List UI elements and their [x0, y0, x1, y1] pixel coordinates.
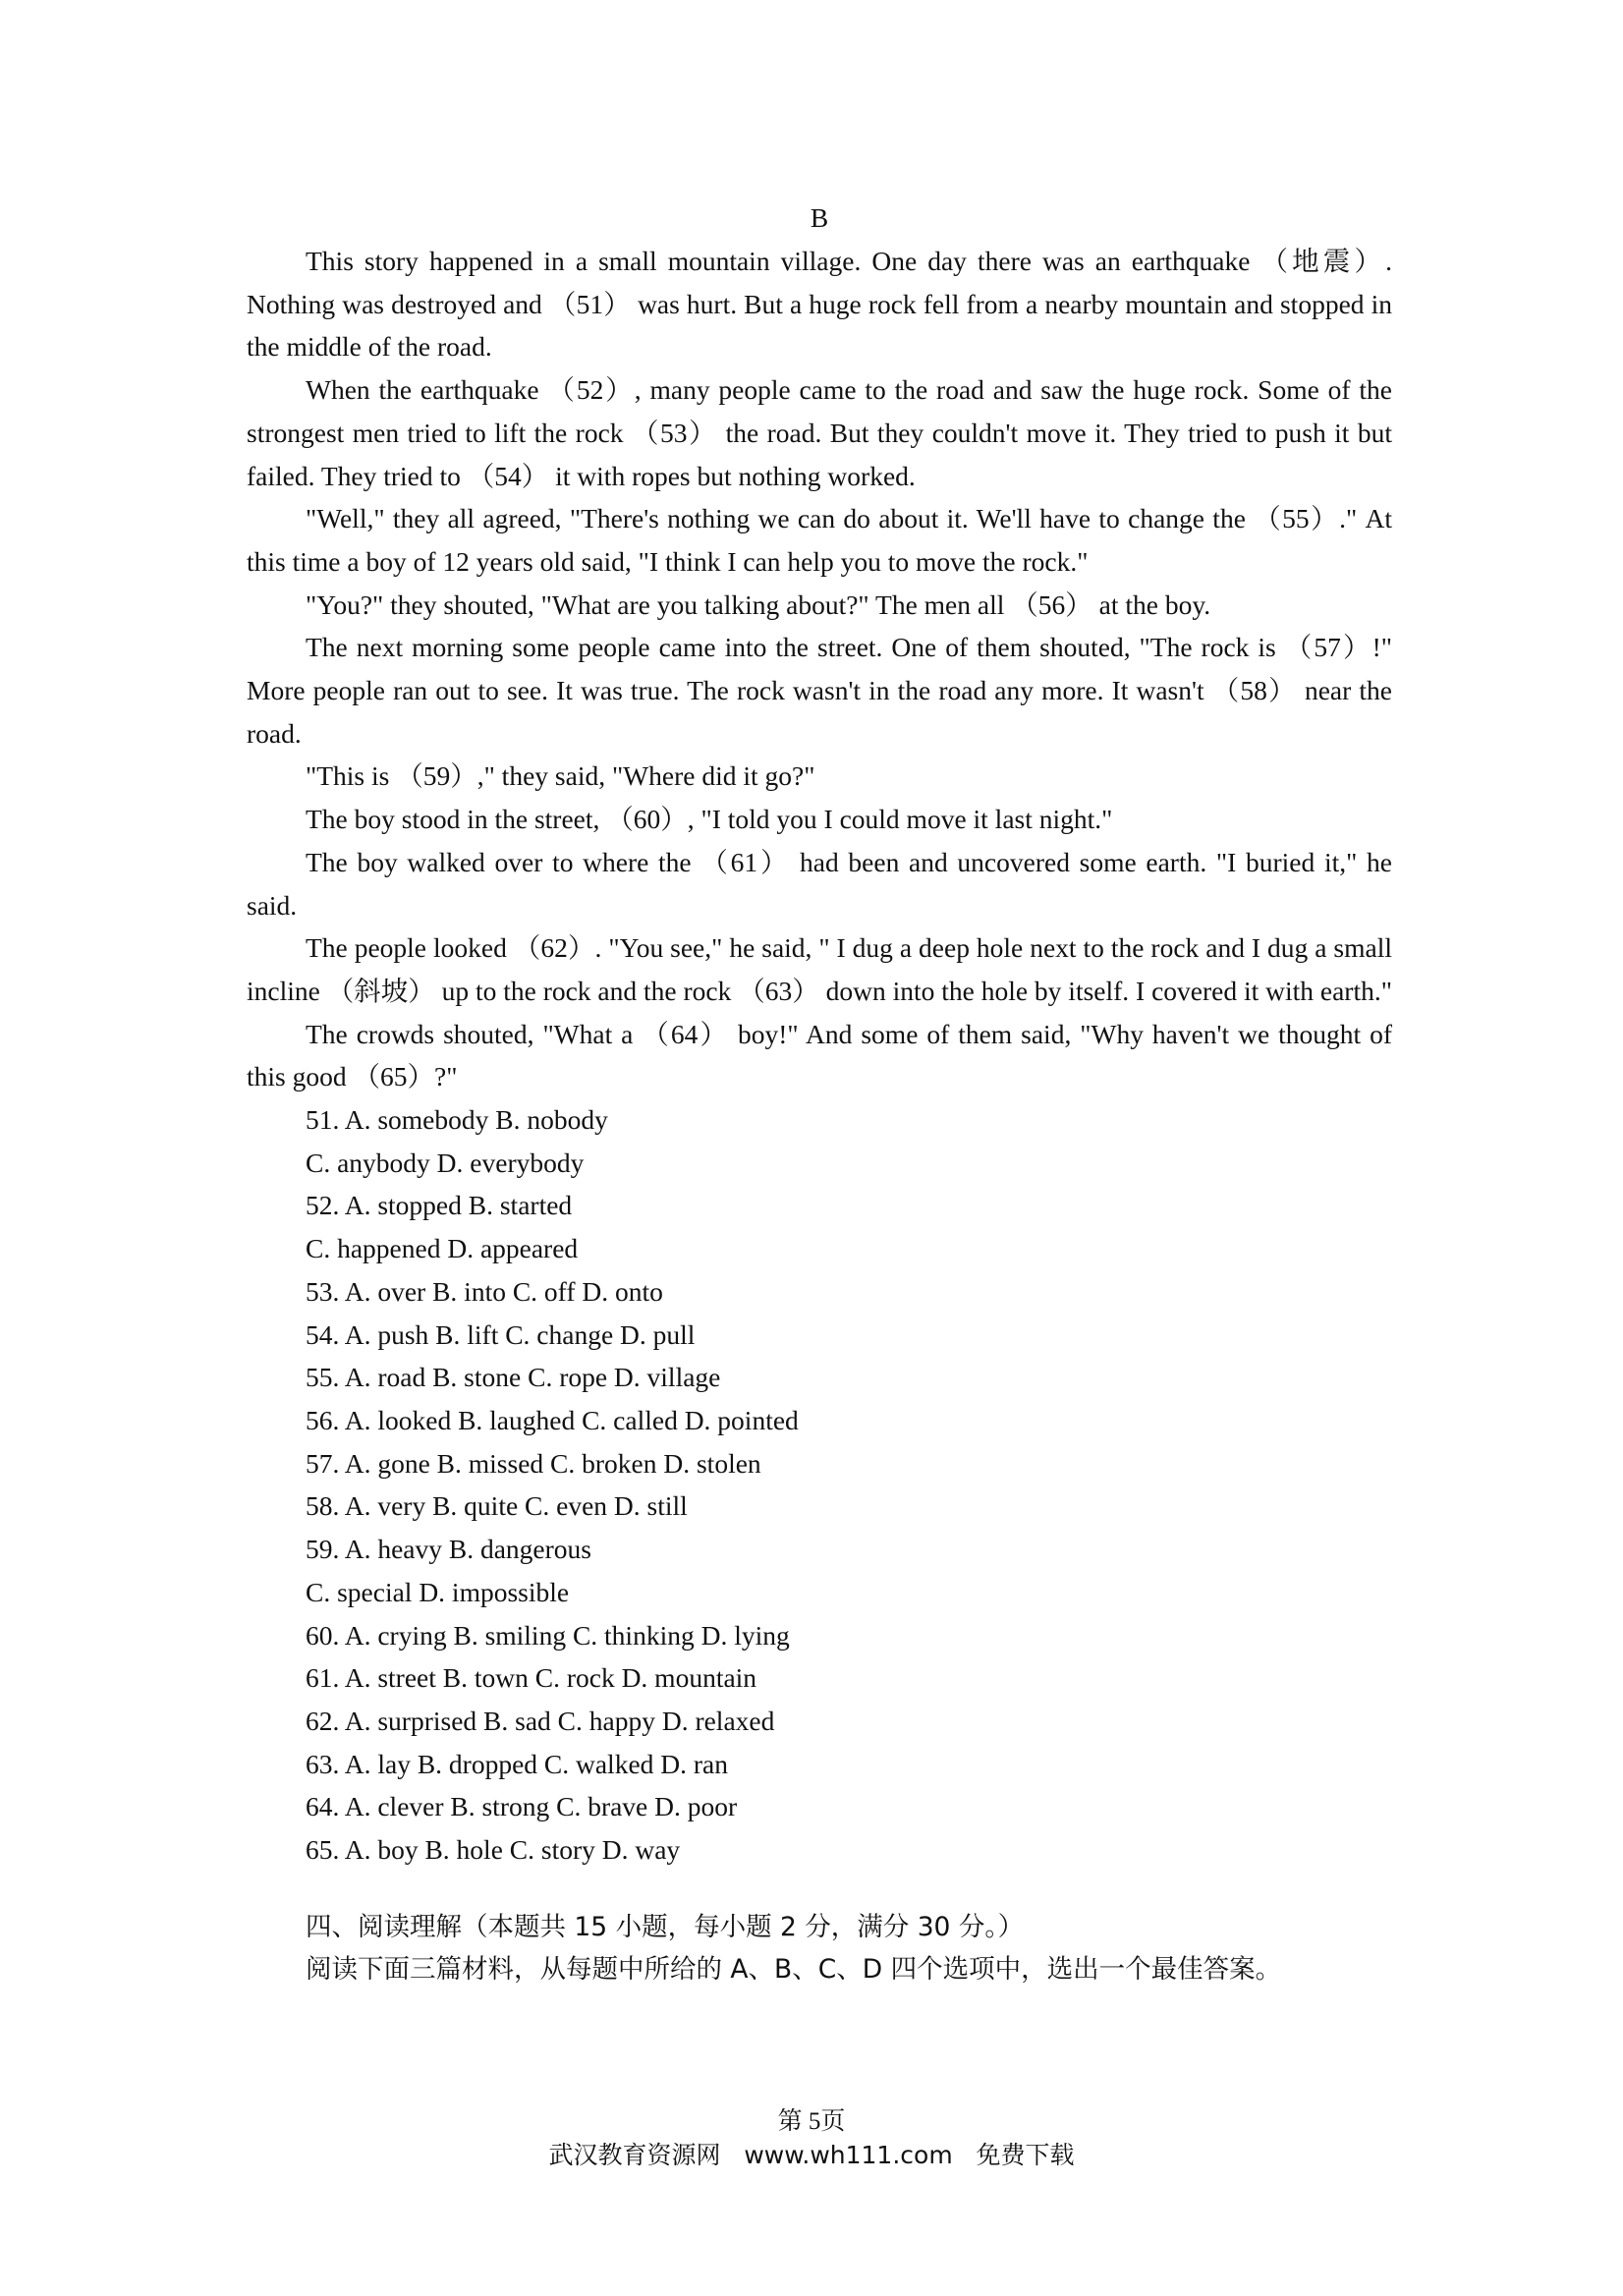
section-title: B	[810, 202, 829, 233]
option-line: C. special D. impossible	[306, 1576, 570, 1607]
passage-paragraph: When the earthquake （52）, many people came to the road and saw the huge rock. Some of the strongest men tried to lift the rock （53） the road. But they couldn't move it. They tried to push it but failed. They tried to （54） it with ropes but nothing worked.	[247, 374, 1392, 491]
passage-paragraph: "You?" they shouted, "What are you talking about?" The men all （56） at the boy.	[306, 588, 1211, 620]
footer-site: 武汉教育资源网 www.wh111.com 免费下载	[548, 2141, 1075, 2169]
option-line: 58. A. very B. quite C. even D. still	[306, 1490, 688, 1522]
option-line: 51. A. somebody B. nobody	[306, 1104, 608, 1136]
next-section-instruction: 阅读下面三篇材料，从每题中所给的 A、B、C、D 四个选项中，选出一个最佳答案。	[306, 1954, 1282, 1986]
option-line: 59. A. heavy B. dangerous	[306, 1534, 591, 1565]
option-line: C. happened D. appeared	[306, 1233, 579, 1264]
option-line: 64. A. clever B. strong C. brave D. poor	[306, 1791, 738, 1822]
options-list	[247, 1098, 1392, 1872]
page-content	[247, 196, 1392, 1991]
option-line: 56. A. looked B. laughed C. called D. pointed	[306, 1404, 799, 1435]
option-line: 54. A. push B. lift C. change D. pull	[306, 1318, 696, 1350]
option-line: 52. A. stopped B. started	[306, 1190, 573, 1221]
option-line: 53. A. over B. into C. off D. onto	[306, 1275, 663, 1307]
passage-paragraph: This story happened in a small mountain village. One day there was an earthquake （地震）. Nothing was destroyed and （51） was hurt. But a huge rock fell from a nearby mountain and stopped in the middle of the road.	[247, 246, 1392, 363]
passage-paragraph: "Well," they all agreed, "There's nothing we can do about it. We'll have to change the （55）." At this time a boy of 12 years old said, "I think I can help you to move the rock."	[247, 503, 1392, 577]
option-line: 63. A. lay B. dropped C. walked D. ran	[306, 1748, 728, 1779]
option-line: 61. A. street B. town C. rock D. mountain	[306, 1662, 757, 1694]
option-line: 55. A. road B. stone C. rope D. village	[306, 1362, 721, 1393]
passage-paragraph: The next morning some people came into the street. One of them shouted, "The rock is （57）!" More people ran out to see. It was true. The rock wasn't in the road any more. It wasn't （58） near the road.	[247, 632, 1392, 749]
passage-paragraph: The boy walked over to where the （61） had been and uncovered some earth. "I buried it," he said.	[247, 846, 1392, 921]
option-line: C. anybody D. everybody	[306, 1147, 585, 1178]
passage-paragraph: The crowds shouted, "What a （64） boy!" And some of them said, "Why haven't we thought of this good （65）?"	[247, 1018, 1392, 1092]
passage-paragraph: "This is （59）," they said, "Where did it go?"	[306, 760, 815, 792]
option-line: 62. A. surprised B. sad C. happy D. relaxed	[306, 1705, 775, 1736]
option-line: 57. A. gone B. missed C. broken D. stolen	[306, 1447, 761, 1479]
page-number: 第 5页	[777, 2108, 846, 2135]
passage-paragraph: The people looked （62）. "You see," he said, " I dug a deep hole next to the rock and I dug a small incline （斜坡） up to the rock and the rock （63） down into the hole by itself. I covered it with earth."	[247, 932, 1392, 1006]
option-line: 65. A. boy B. hole C. story D. way	[306, 1834, 681, 1866]
option-line: 60. A. crying B. smiling C. thinking D. lying	[306, 1619, 790, 1651]
passage-paragraph: The boy stood in the street, （60）, "I told you I could move it last night."	[306, 804, 1113, 835]
passage	[247, 240, 1392, 1098]
next-section-heading: 四、阅读理解（本题共 15 小题，每小题 2 分，满分 30 分。）	[306, 1911, 1025, 1942]
